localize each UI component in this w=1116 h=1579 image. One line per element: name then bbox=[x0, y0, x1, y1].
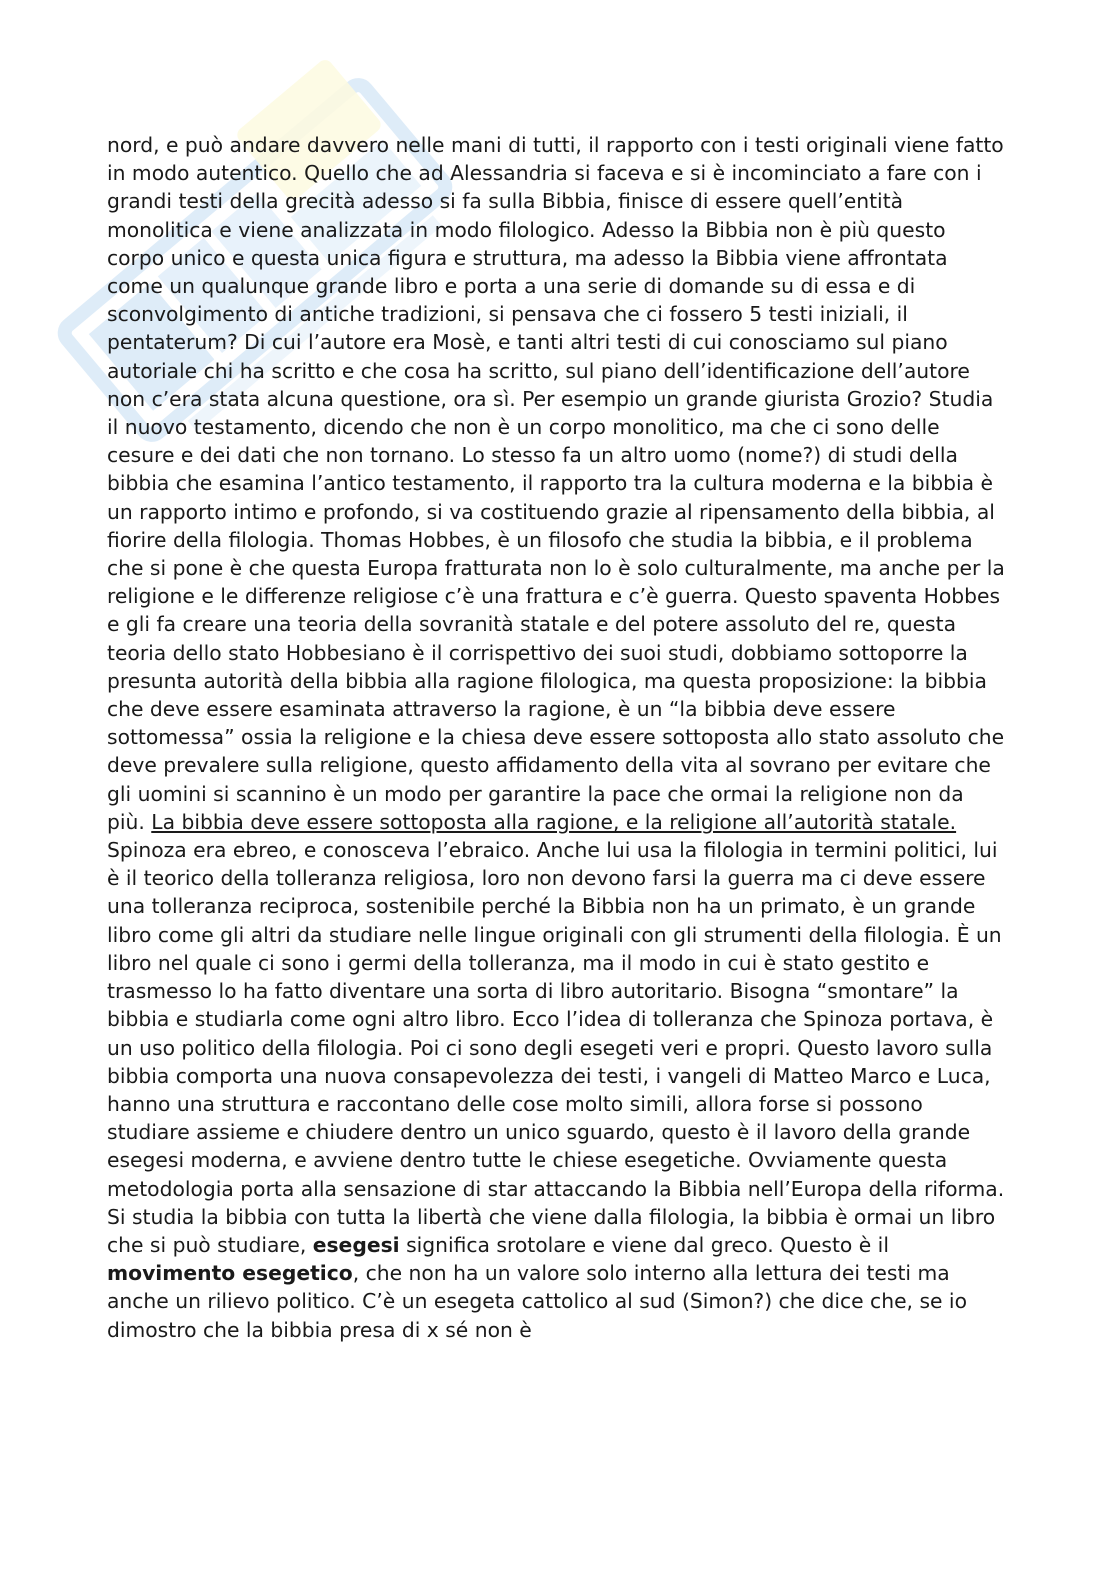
bold-term-movimento: movimento esegetico bbox=[107, 1261, 353, 1286]
body-text bbox=[107, 131, 1007, 1344]
paragraph-text-1: nord, e può andare davvero nelle mani di tutti, il rapporto con i testi originali viene fatto in modo autentico. Quello che ad Alessandria si faceva e si è incominciato a fare con i grandi testi della grecità adesso si fa sulla Bibbia, finisce di essere quell’entità monolitica e viene analizzata in modo filologico. Adesso la Bibbia non è più questo corpo unico e questa unica figura e struttura, ma adesso la Bibbia viene affrontata come un qualunque grande libro e porta a una serie di domande su di essa e di sconvolgimento di antiche tradizioni, si pensava che ci fossero 5 testi iniziali, il pentaterum? Di cui l’autore era Mosè, e tanti altri testi di cui conosciamo sul piano autoriale chi ha scritto e che cosa ha scritto, sul piano dell’identificazione dell’autore non c’era stata alcuna questione, ora sì. Per esempio un grande giurista Grozio? Studia il nuovo testamento, dicendo che non è un corpo monolitico, ma che ci sono delle cesure e dei dati che non tornano. Lo stesso fa un altro uomo (nome?) di studi della bibbia che esamina l’antico testamento, il rapporto tra la cultura moderna e la bibbia è un rapporto intimo e profondo, si va costituendo grazie al ripensamento della bibbia, al fiorire della filologia. Thomas Hobbes, è un filosofo che studia la bibbia, e il problema che si pone è che questa Europa fratturata non lo è solo culturalmente, ma anche per la religione e le differenze religiose c’è una frattura e c’è guerra. Questo spaventa Hobbes e gli fa creare una teoria della sovranità statale e del potere assoluto del re, questa teoria dello stato Hobbesiano è il corrispettivo dei suoi studi, dobbiamo sottoporre la presunta autorità della bibbia alla ragione filologica, ma questa proposizione: la bibbia che deve essere esaminata attraverso la ragione, è un “la bibbia deve essere sottomessa” ossia la religione e la chiesa deve essere sottoposta allo stato assoluto che deve prevalere sulla religione, questo affidamento della vita al sovrano per evitare che gli uomini si scannino è un modo per garantire la pace che ormai la religione non da più. bbox=[107, 133, 1005, 834]
paragraph-text-4: , che non ha un valore solo interno alla lettura dei testi ma anche un rilievo politico. C’è un esegeta cattolico al sud (Simon?) che dice che, se io dimostro che la bibbia presa di x sé non è bbox=[107, 1261, 967, 1342]
paragraph-text-3: significa srotolare e viene dal greco. Questo è il bbox=[399, 1232, 889, 1257]
paragraph-text-2: Spinoza era ebreo, e conosceva l’ebraico. Anche lui usa la filologia in termini politici, lui è il teorico della tolleranza religiosa, loro non devono farsi la guerra ma ci deve essere una tolleranza reciproca, sostenibile perché la Bibbia non ha un primato, è un grande libro come gli altri da studiare nelle lingue originali con gli strumenti della filologia. È un libro nel quale ci sono i germi della tolleranza, ma il modo in cui è stato gestito e trasmesso lo ha fatto diventare una sorta di libro autoritario. Bisogna “smontare” la bibbia e studiarla come ogni altro libro. Ecco l’idea di tolleranza che Spinoza portava, è un uso politico della filologia. Poi ci sono degli esegeti veri e propri. Questo lavoro sulla bibbia comporta una nuova consapevolezza dei testi, i vangeli di Matteo Marco e Luca, hanno una struttura e raccontano delle cose molto simili, allora forse si possono studiare assieme e chiudere dentro un unico sguardo, questo è il lavoro della grande esegesi moderna, e avviene dentro tutte le chiese esegetiche. Ovviamente questa metodologia porta alla sensazione di star attaccando la Bibbia nell’Europa della riforma. Si studia la bibbia con tutta la libertà che viene dalla filologia, la bibbia è ormai un libro che si può studiare, bbox=[107, 838, 1005, 1257]
underlined-sentence: La bibbia deve essere sottoposta alla ragione, e la religione all’autorità statale. bbox=[151, 809, 957, 834]
bold-term-esegesi: esegesi bbox=[312, 1232, 400, 1257]
